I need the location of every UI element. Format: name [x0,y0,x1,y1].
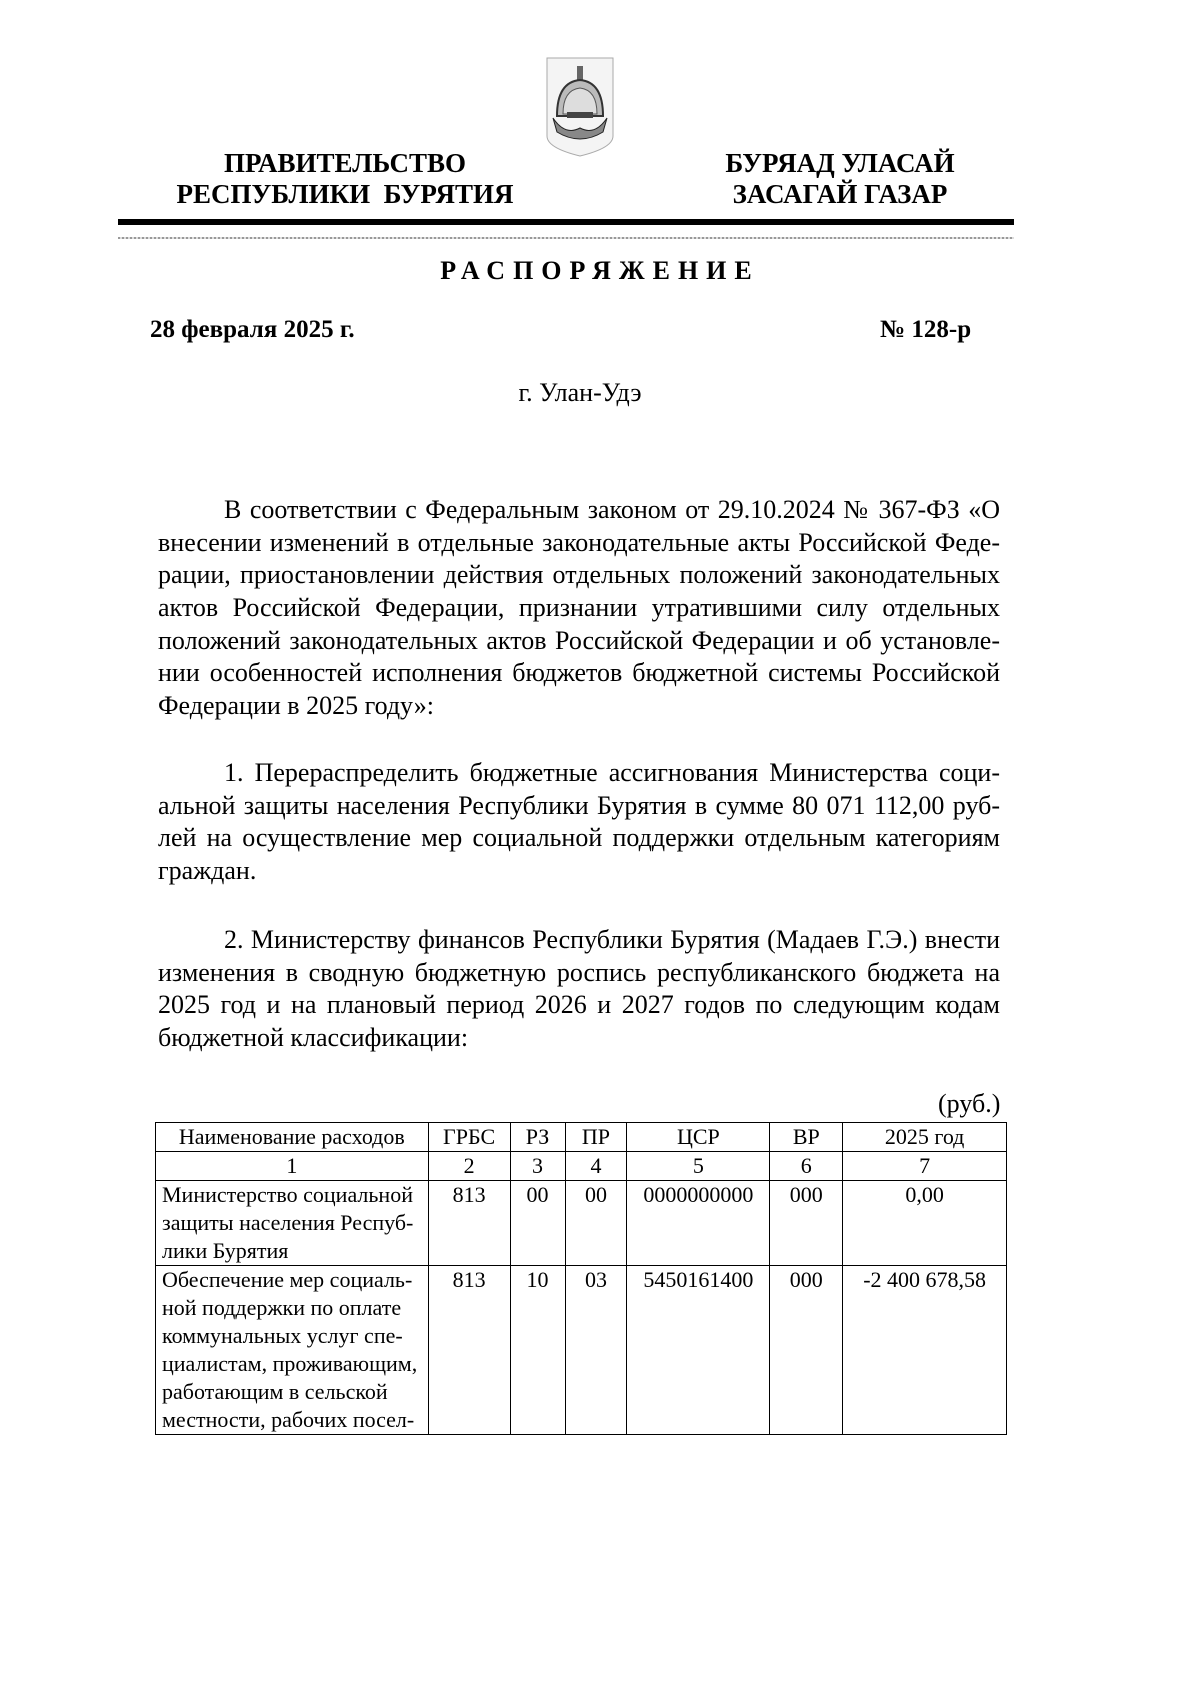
pr-cell: 00 [565,1181,627,1266]
vr-cell: 000 [770,1181,843,1266]
preamble-line: внесении изменений в отдельные законодательные акты Российской Феде- [158,527,1000,557]
header-left [140,148,550,210]
amount-cell: 0,00 [843,1181,1007,1266]
grbs-cell: 813 [428,1266,510,1435]
item-2-paragraph [158,924,1000,1055]
rz-cell: 00 [510,1181,565,1266]
expense-name [156,1181,429,1266]
table-row [156,1181,1007,1266]
header-divider-thick [118,219,1014,225]
expense-name-line: местности, рабочих посел- [162,1407,415,1432]
expense-name-line: Обеспечение мер социаль- [162,1267,413,1292]
item-1-line: 1. Перераспределить бюджетные ассигнования Министерства соци- [224,758,1000,787]
expense-name-line: коммунальных услуг спе- [162,1323,403,1348]
preamble-line: актов Российской Федерации, признании утратившими силу отдельных [158,593,1000,623]
document-date: 28 февраля 2025 г. [150,316,355,343]
document-title: РАСПОРЯЖЕНИЕ [440,256,760,285]
header-right-line-1: БУРЯАД УЛАСАЙ [725,148,955,178]
header-right-line-2: ЗАСАГАЙ ГАЗАР [732,179,948,209]
header-divider-thin [118,237,1014,239]
column-number: 3 [510,1152,565,1181]
expense-name-line: защиты населения Респуб- [162,1210,414,1235]
header-left-line-2: РЕСПУБЛИКИ БУРЯТИЯ [176,179,514,209]
preamble-line: Федерации в 2025 году»: [158,691,434,721]
table-number-row [156,1152,1007,1181]
document-number: № 128-р [880,316,972,343]
column-number: 1 [156,1152,429,1181]
expense-name-line: лики Бурятия [162,1238,289,1263]
table-header-row [156,1123,1007,1152]
column-header: ВР [770,1123,843,1152]
item-1-line: альной защиты населения Республики Бурятия в сумме 80 071 112,00 руб- [158,790,1000,820]
column-header: ПР [565,1123,627,1152]
header-left-line-1: ПРАВИТЕЛЬСТВО [223,148,467,178]
header-right [690,148,990,210]
column-header: ГРБС [428,1123,510,1152]
item-2-line: 2. Министерству финансов Республики Бурятия (Мадаев Г.Э.) внести [224,925,1000,954]
vr-cell: 000 [770,1266,843,1435]
expense-name-line: работающим в сельской [162,1379,388,1404]
column-number: 5 [627,1152,770,1181]
grbs-cell: 813 [428,1181,510,1266]
item-2-line: бюджетной классификации: [158,1023,469,1053]
preamble-line: рации, приостановлении действия отдельных положений законодательных [158,560,1000,590]
item-2-line: 2025 год и на плановый период 2026 и 2027 годов по следующим кодам [158,990,1000,1020]
table-row [156,1266,1007,1435]
rz-cell: 10 [510,1266,565,1435]
pr-cell: 03 [565,1266,627,1435]
expense-name-line: ной поддержки по оплате [162,1295,402,1320]
coat-of-arms-emblem [545,56,615,161]
column-number: 2 [428,1152,510,1181]
expense-name [156,1266,429,1435]
column-header: РЗ [510,1123,565,1152]
expense-name-line: циалистам, проживающим, [162,1351,418,1376]
item-1-line: граждан. [158,856,257,886]
column-number: 4 [565,1152,627,1181]
document-city: г. Улан-Удэ [518,378,642,407]
table-unit-label: (руб.) [938,1089,1001,1118]
csr-cell: 5450161400 [627,1266,770,1435]
budget-table [155,1122,1007,1435]
preamble-line: В соответствии с Федеральным законом от 29.10.2024 № 367-ФЗ «О [224,495,1000,524]
column-number: 7 [843,1152,1007,1181]
preamble-line: нии особенностей исполнения бюджетов бюджетной системы Российской [158,658,1000,688]
preamble-paragraph [158,494,1000,723]
item-1-paragraph [158,757,1000,888]
column-number: 6 [770,1152,843,1181]
column-header: 2025 год [843,1123,1007,1152]
column-header: Наименование расходов [156,1123,429,1152]
expense-name-line: Министерство социальной [162,1182,413,1207]
amount-cell: -2 400 678,58 [843,1266,1007,1435]
preamble-line: положений законодательных актов Российской Федерации и об установле- [158,625,1000,655]
item-1-line: лей на осуществление мер социальной поддержки отдельным категориям [158,823,1000,853]
item-2-line: изменения в сводную бюджетную роспись республиканского бюджета на [158,957,1000,987]
column-header: ЦСР [627,1123,770,1152]
csr-cell: 0000000000 [627,1181,770,1266]
